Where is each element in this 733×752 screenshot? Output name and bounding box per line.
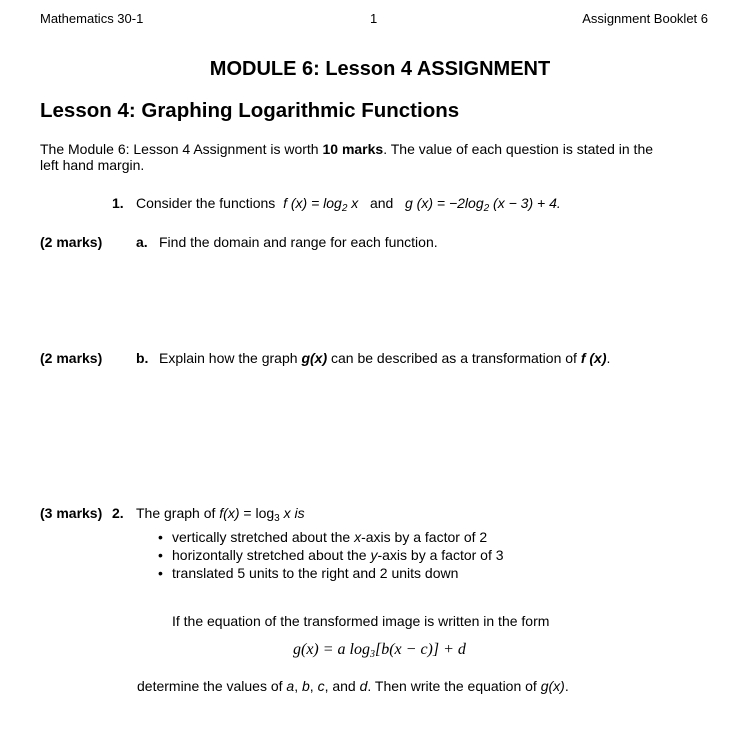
- list-item: • horizontally stretched about the y-axis by a factor of 3: [158, 546, 504, 564]
- question-1a-label: a.: [136, 234, 148, 250]
- question-2-marks: (3 marks): [40, 505, 103, 521]
- question-1a-marks: (2 marks): [40, 234, 103, 250]
- question-1a-text: Find the domain and range for each function.: [159, 234, 438, 250]
- question-2-prompt: The graph of $f(x) = \log_3 x$ is: [136, 505, 305, 524]
- question-2-number: 2.: [112, 505, 124, 521]
- determine-instruction: determine the values of a, b, c, and d. Then write the equation of g(x).: [137, 678, 569, 694]
- lesson-heading: Lesson 4: Graphing Logarithmic Functions: [40, 99, 460, 122]
- question-1b-text: Explain how the graph g(x) can be described as a transformation of f (x).: [159, 350, 611, 366]
- page-title: MODULE 6: Lesson 4 ASSIGNMENT: [209, 58, 551, 80]
- question-1b-label: b.: [136, 350, 149, 366]
- f-definition: f $(x) = \log_2 x$: [283, 195, 359, 214]
- transformation-list: [158, 528, 504, 582]
- booklet-name: Assignment Booklet 6: [582, 11, 708, 26]
- total-marks: 10 marks: [322, 141, 384, 157]
- transformed-equation: g(x) = a $\log_3[b(x - c)] + d$: [293, 641, 466, 660]
- question-1-prompt: Consider the functions f $(x) = \log_2 x$ and g $(x) = -2\log_2$ (x − 3) + 4.: [136, 195, 561, 214]
- page-number: 1: [370, 11, 378, 26]
- g-definition: g $(x) = -2\log_2$ (x − 3) + 4.: [405, 195, 561, 214]
- list-item: • translated 5 units to the right and 2 units down: [158, 564, 504, 582]
- course-name: Mathematics 30-1: [40, 11, 144, 26]
- question-1-number: 1.: [112, 195, 124, 211]
- question-1b-marks: (2 marks): [40, 350, 103, 366]
- intro-paragraph: The Module 6: Lesson 4 Assignment is worth 10 marks. The value of each question is stated in the: [40, 141, 654, 157]
- form-statement: If the equation of the transformed image is written in the form: [172, 613, 550, 629]
- list-item: • vertically stretched about the x-axis by a factor of 2: [158, 528, 504, 546]
- intro-paragraph-line2: left hand margin.: [40, 157, 145, 173]
